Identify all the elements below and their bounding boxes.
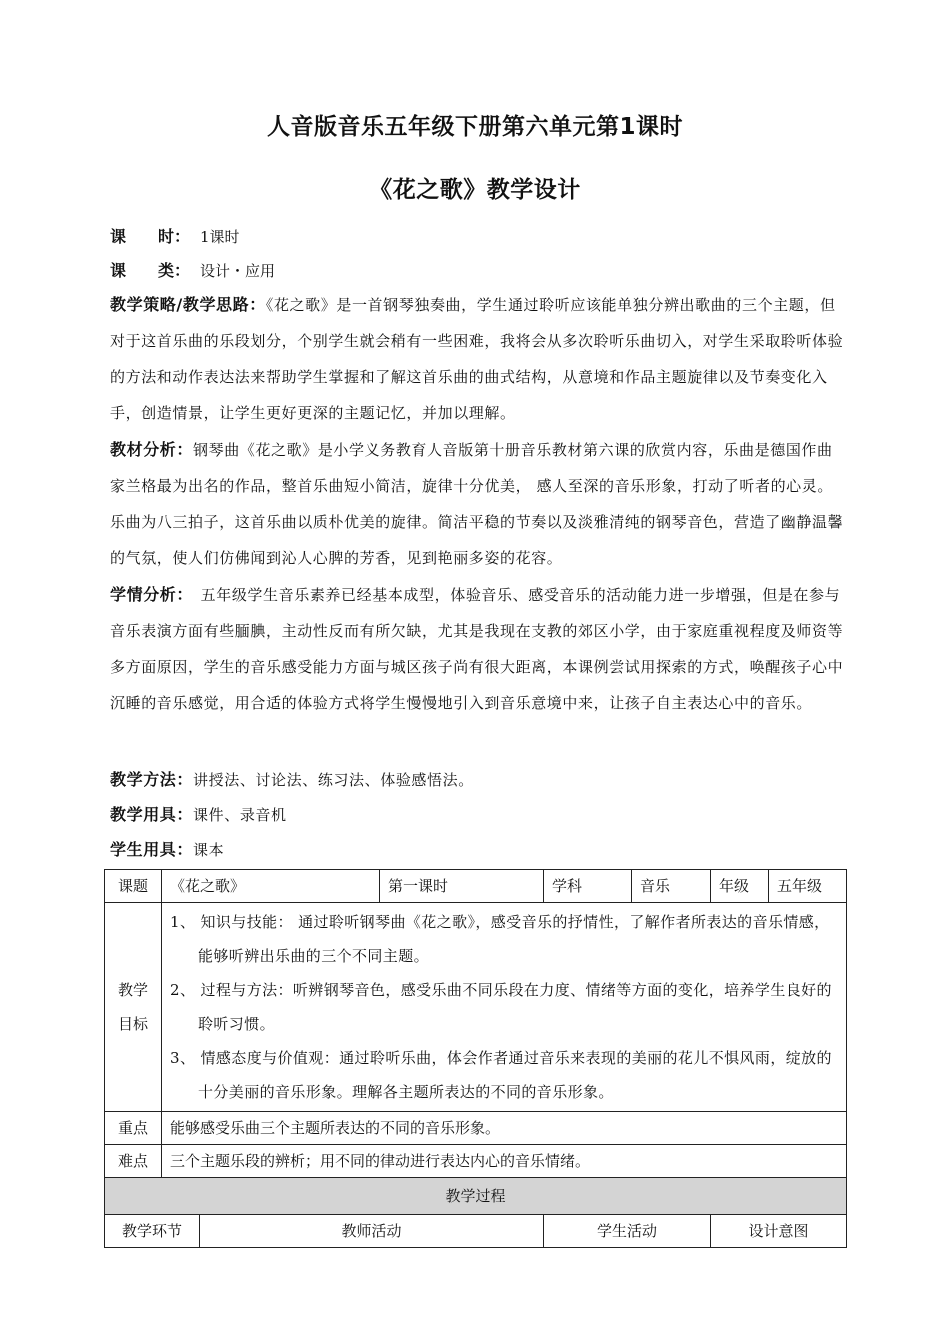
table-row: [105, 1215, 847, 1248]
goal-item: 3、 情感态度与价值观：通过聆听乐曲，体会作者通过音乐来表现的美丽的花儿不惧风雨，绽放的十分美丽的音乐形象。理解各主题所表达的不同的音乐形象。: [170, 1049, 832, 1101]
cell-goals-label: 教学目标: [105, 903, 162, 1112]
table-row: [105, 1145, 847, 1178]
document-title: 人音版音乐五年级下册第六单元第1课时: [266, 114, 683, 140]
cell-difficult-text: 三个主题乐段的辨析；用不同的律动进行表达内心的音乐情绪。: [162, 1145, 847, 1178]
process-header: 教学过程: [105, 1178, 847, 1215]
process-col-intent: 设计意图: [711, 1215, 847, 1248]
cell-goals: [162, 903, 847, 1112]
table-row: [105, 1178, 847, 1215]
section-label: 教学策略/教学思路：: [110, 295, 266, 314]
section-learner-analysis: [110, 577, 846, 721]
section-label: 教学用具：: [110, 805, 194, 824]
section-text: 讲授法、讨论法、练习法、体验感悟法。: [193, 771, 474, 789]
table-row: [105, 903, 847, 1112]
document-subtitle: 《花之歌》教学设计: [369, 177, 581, 203]
process-col-teacher: 教师活动: [200, 1215, 544, 1248]
section-teaching-methods: [110, 762, 846, 798]
goal-item: 1、 知识与技能： 通过聆听钢琴曲《花之歌》，感受音乐的抒情性，了解作者所表达的音乐情感，能够听辨出乐曲的三个不同主题。: [170, 913, 830, 965]
section-material-analysis: [110, 432, 846, 576]
section-text: 《花之歌》是一首钢琴独奏曲，学生通过聆听应该能单独分辨出歌曲的三个主题，但对于这首乐曲的乐段划分，个别学生就会稍有一些困难，我将会从多次聆听乐曲切入，对学生采取聆听体验的方法和动作表达法来帮助学生掌握和了解这首乐曲的曲式结构，从意境和作品主题旋律以及节奏变化入手，创造情景，让学生更好更深的主题记忆，并加以理解。: [110, 296, 844, 422]
meta-kelei-value: 设计・应用: [200, 262, 276, 280]
cell-topic-label: 课题: [105, 870, 162, 903]
section-student-tools: [110, 832, 846, 868]
meta-kelei-label: 课 类：: [110, 261, 191, 280]
cell-key-label: 重点: [105, 1112, 162, 1145]
section-label: 教学方法：: [110, 770, 194, 789]
section-text: 课件、录音机: [193, 806, 287, 824]
section-strategy: [110, 287, 846, 431]
meta-keshi-label: 课 时：: [110, 227, 191, 246]
section-label: 学生用具：: [110, 840, 194, 859]
meta-kelei: [110, 261, 275, 281]
meta-keshi: [110, 227, 240, 247]
lesson-plan-table: [104, 869, 847, 1248]
cell-period: 第一课时: [380, 870, 544, 903]
cell-key-text: 能够感受乐曲三个主题所表达的不同的音乐形象。: [162, 1112, 847, 1145]
cell-difficult-label: 难点: [105, 1145, 162, 1178]
section-label: 教材分析：: [110, 440, 194, 459]
section-label: 学情分析：: [110, 585, 186, 604]
process-col-stage: 教学环节: [105, 1215, 200, 1248]
cell-grade-label: 年级: [711, 870, 769, 903]
table-row: [105, 870, 847, 903]
cell-grade-value: 五年级: [769, 870, 847, 903]
section-teaching-tools: [110, 797, 846, 833]
section-text: 钢琴曲《花之歌》是小学义务教育人音版第十册音乐教材第六课的欣赏内容，乐曲是德国作曲家兰格最为出名的作品，整首乐曲短小简洁，旋律十分优美， 感人至深的音乐形象，打动了听者的心灵。乐曲为八三拍子，这首乐曲以质朴优美的旋律。简洁平稳的节奏以及淡雅清纯的钢琴音色，营造了幽静温馨的气氛，使人们仿佛闻到沁人心脾的芳香，见到艳丽多姿的花容。: [110, 441, 844, 567]
cell-subject-value: 音乐: [632, 870, 711, 903]
cell-subject-label: 学科: [544, 870, 632, 903]
section-text: 五年级学生音乐素养已经基本成型，体验音乐、感受音乐的活动能力进一步增强，但是在参与音乐表演方面有些腼腆，主动性反而有所欠缺，尤其是我现在支教的郊区小学，由于家庭重视程度及师资等多方面原因，学生的音乐感受能力方面与城区孩子尚有很大距离，本课例尝试用探索的方式，唤醒孩子心中沉睡的音乐感觉，用合适的体验方式将学生慢慢地引入到音乐意境中来，让孩子自主表达心中的音乐。: [110, 586, 844, 712]
goal-item: 2、 过程与方法：听辨钢琴音色，感受乐曲不同乐段在力度、情绪等方面的变化，培养学生良好的聆听习惯。: [170, 981, 832, 1033]
section-text: 课本: [193, 841, 225, 859]
table-row: [105, 1112, 847, 1145]
meta-keshi-value: 1课时: [200, 228, 240, 246]
process-col-student: 学生活动: [544, 1215, 711, 1248]
cell-topic-value: 《花之歌》: [162, 870, 380, 903]
